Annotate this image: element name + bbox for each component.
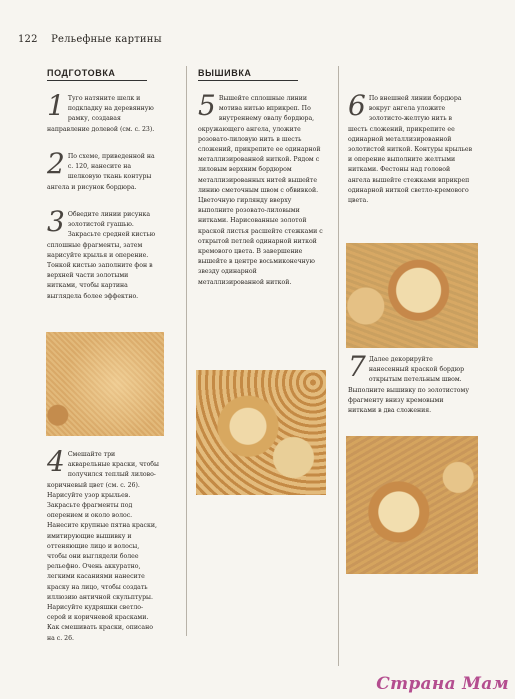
column-divider bbox=[338, 66, 339, 666]
step-text: Далее декорируйте нанесенный краской бордюр открытым петельным швом. Выполните вышивку по золотистому фрагменту внизу кремовыми нитками в два сложения. bbox=[348, 356, 469, 415]
section-heading-embroidery: ВЫШИВКА bbox=[198, 68, 298, 81]
photo-embroidery-border bbox=[196, 370, 326, 495]
photo-painted-silk bbox=[46, 332, 164, 436]
step-number: 7 bbox=[348, 350, 366, 383]
photo-embroidery-angel bbox=[346, 243, 478, 348]
photo-embroidery-detail bbox=[346, 436, 478, 574]
step-text: По схеме, приведенной на с. 120, нанесите на шелковую ткань контуры ангела и рисунок бордюра. bbox=[47, 153, 155, 191]
page-number: 122 bbox=[18, 34, 38, 45]
step-number: 4 bbox=[47, 445, 65, 478]
step-text: Туго натяните шелк и подкладку на деревянную рамку, создавая направление долевой (см. с. 23). bbox=[47, 95, 155, 133]
watermark: Страна Мам bbox=[376, 674, 509, 694]
section-heading-prep: ПОДГОТОВКА bbox=[47, 68, 147, 81]
step-text: Вышейте сплошные линии мотива нитью вприкреп. По внутреннему овалу бордюра, окружающего ангела, уложите розовато-лиловую нить в шесть сложений, прикрепите ее одинарной металлизированной ниткой. Рядом с лиловым верхним бордюром металлизированных нитей вышейте линию сметочным швом с обвивкой. Цветочную гирлянду вверху выполните розовато-лиловыми нитками. Нарисованные золотой краской листья расшейте стежками с открытой петлей одинарной ниткой кремового цвета. В завершение вышейте в центре восьмиконечную звезду одинарной металлизированной ниткой. bbox=[198, 95, 323, 286]
step-6 bbox=[348, 89, 473, 206]
step-7 bbox=[348, 350, 473, 416]
step-1 bbox=[47, 89, 157, 135]
step-text: По внешней линии бордюра вокруг ангела уложите золотисто-желтую нить в шесть сложений, прикрепите ее одинарной металлизированной золотистой ниткой. Контуры крыльев и оперение выполните желтыми нитками. Фестоны над головой ангела вышейте стежками вприкреп одинарной ниткой светло-кремового цвета. bbox=[348, 95, 473, 205]
step-text: Обведите линии рисунка золотистой гуашью. Закрасьте средней кистью сплошные фрагменты, затем нарисуйте крылья и оперение. Тонкой кистью заполните фон в верхней части золотыми нитками, чтобы картина выглядела более эффектно. bbox=[47, 211, 156, 300]
step-4 bbox=[47, 445, 159, 644]
step-2 bbox=[47, 147, 157, 193]
step-number: 5 bbox=[198, 89, 216, 122]
step-number: 2 bbox=[47, 147, 65, 180]
step-number: 1 bbox=[47, 89, 65, 122]
step-3 bbox=[47, 205, 157, 302]
page-header bbox=[18, 34, 162, 45]
column-divider bbox=[186, 66, 187, 636]
step-text: Смешайте три акварельные краски, чтобы получился теплый лилово-коричневый цвет (см. с. 26). Нарисуйте узор крыльев. Закрасьте фрагменты под оперением и около волос. Нанесите крупные пятна краски, имитирующие вышивку и оттеняющие лицо и волосы, чтобы они выглядели более рельефно. Очень аккуратно, легкими касаниями нанесите краску на лицо, чтобы создать иллюзию античной скульптуры. Нарисуйте кудряшки светло-серой и коричневой красками. Как смешивать краски, описано на с. 26. bbox=[47, 451, 159, 642]
step-5 bbox=[198, 89, 324, 288]
chapter-title: Рельефные картины bbox=[51, 34, 162, 45]
step-number: 3 bbox=[47, 205, 65, 238]
step-number: 6 bbox=[348, 89, 366, 122]
